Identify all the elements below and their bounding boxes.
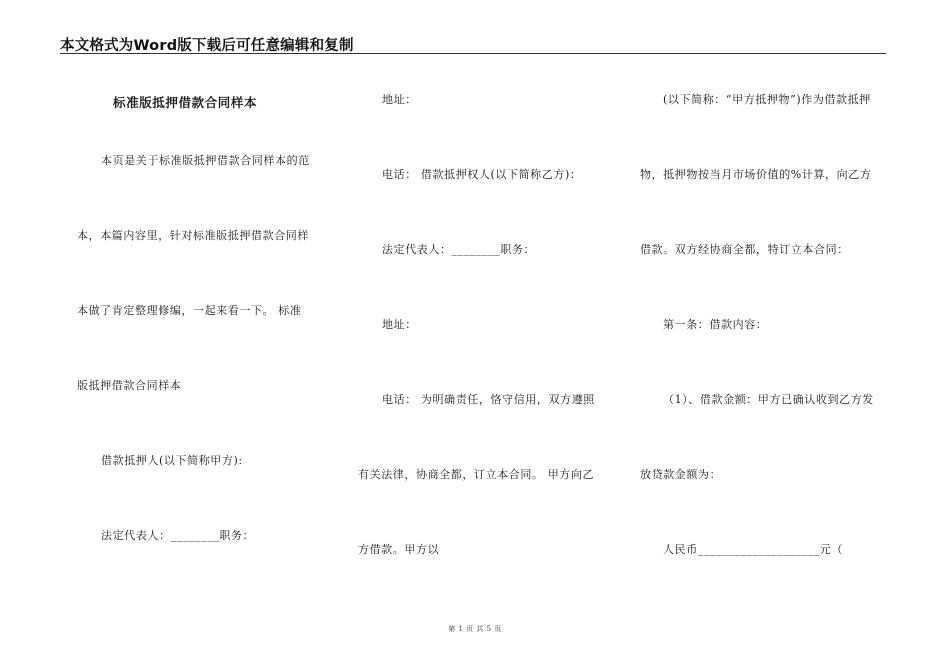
col2-line-3: 法定代表人：________职务： <box>382 243 536 256</box>
col2-line-1: 地址： <box>382 93 417 106</box>
document-title: 标准版抵押借款合同样本 <box>113 95 258 110</box>
col2-line-6: 有关法律，协商全都，订立本合同。 甲方向乙 <box>358 468 595 481</box>
col2-line-5: 电话： 为明确责任，恪守信用，双方遵照 <box>382 393 595 406</box>
col1-line-5: 借款抵押人(以下简称甲方): <box>101 454 243 467</box>
col2-line-7: 方借款。甲方以 <box>358 543 440 556</box>
page-number: 第 1 页 共 5 页 <box>448 625 502 633</box>
col1-line-3: 本做了肯定整理修编，一起来看一下。 标准 <box>77 304 302 317</box>
header-divider <box>60 53 886 54</box>
col2-line-2: 电话： 借款抵押权人(以下简称乙方)： <box>382 168 582 181</box>
col1-line-4: 版抵押借款合同样本 <box>77 379 182 392</box>
col3-line-7: 人民币____________________元（ <box>663 543 843 556</box>
col1-line-1: 本页是关于标准版抵押借款合同样本的范 <box>101 154 310 167</box>
col3-line-2: 物，抵押物按当月市场价值的%计算，向乙方 <box>640 168 872 181</box>
col3-line-3: 借款。双方经协商全都，特订立本合同： <box>640 243 849 256</box>
col3-line-5: （1）、借款金额：甲方已确认收到乙方发 <box>663 393 874 406</box>
col1-line-6: 法定代表人：________职务： <box>101 529 255 542</box>
col3-line-1: (以下简称：“甲方抵押物”)作为借款抵押 <box>663 93 871 106</box>
download-banner: 本文格式为Word版下载后可任意编辑和复制 <box>60 38 354 54</box>
col3-line-6: 放贷款金额为： <box>640 468 722 481</box>
col1-line-2: 本，本篇内容里，针对标准版抵押借款合同样 <box>77 229 309 242</box>
col3-line-4: 第一条：借款内容： <box>663 318 768 331</box>
col2-line-4: 地址： <box>382 318 417 331</box>
